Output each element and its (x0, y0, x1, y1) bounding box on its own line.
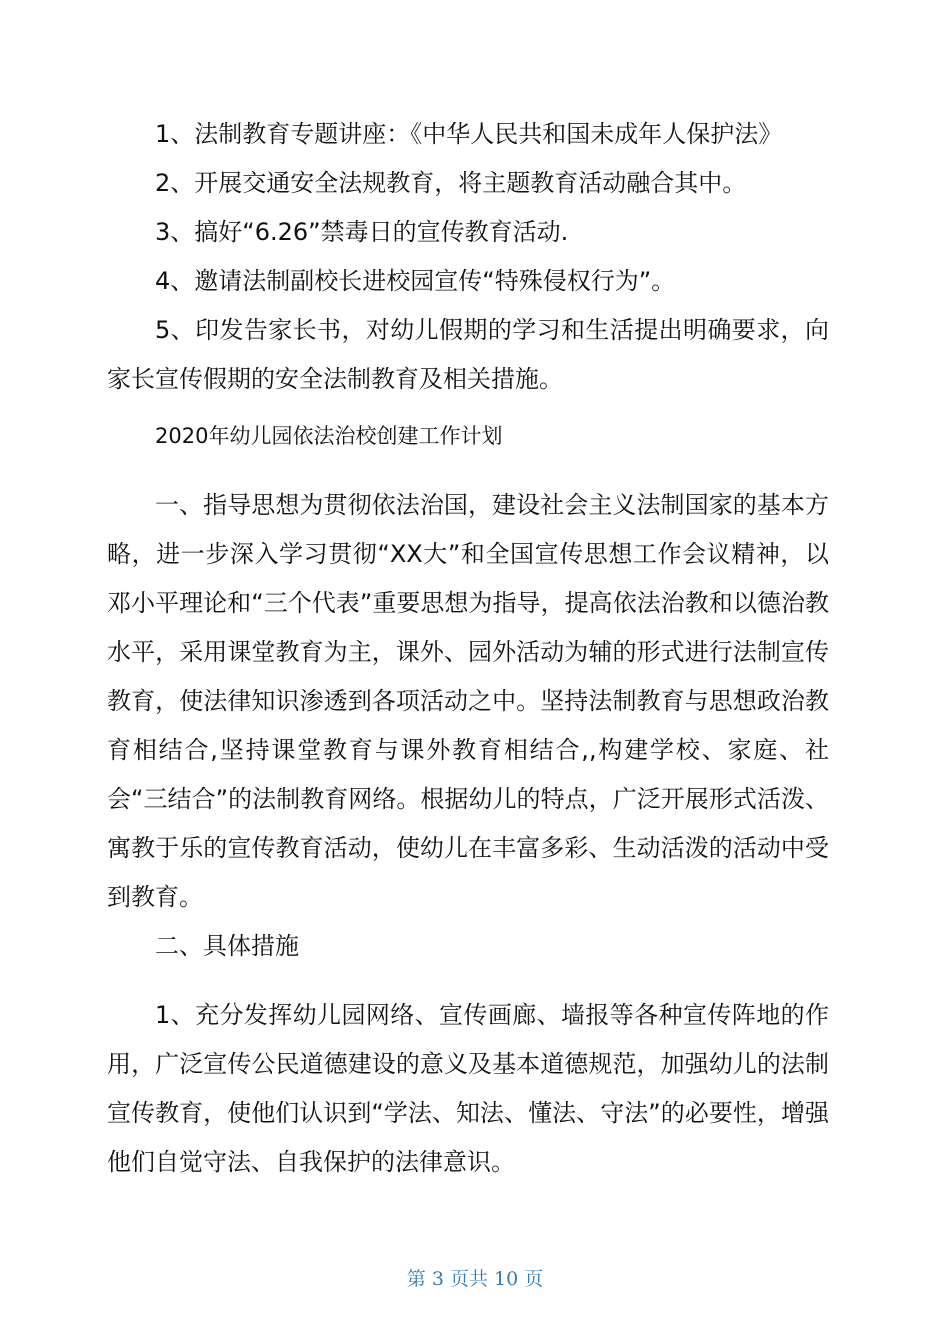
paragraph-measure-1: 1、充分发挥幼儿园网络、宣传画廊、墙报等各种宣传阵地的作用，广泛宣传公民道德建设的意义及基本道德规范，加强幼儿的法制宣传教育，使他们认识到“学法、知法、懂法、守法”的必要性，增强他们自觉守法、自我保护的法律意识。 (107, 1001, 829, 1176)
paragraph-heading-measures: 二、具体措施 (155, 932, 299, 960)
page-number-footer: 第 3 页共 10 页 (406, 1268, 544, 1290)
section-title: 2020年幼儿园依法治校创建工作计划 (155, 424, 503, 448)
list-item-lecture: 1、法制教育专题讲座：《中华人民共和国未成年人保护法》 (155, 120, 783, 148)
list-item-traffic-safety: 2、开展交通安全法规教育，将主题教育活动融合其中。 (155, 169, 747, 197)
paragraph-guiding-ideology: 一、指导思想为贯彻依法治国，建设社会主义法制国家的基本方略，进一步深入学习贯彻“XX大”和全国宣传思想工作会议精神，以邓小平理论和“三个代表”重要思想为指导，提高依法治教和以德治教水平，采用课堂教育为主，课外、园外活动为辅的形式进行法制宣传教育，使法律知识渗透到各项活动之中。坚持法制教育与思想政治教育相结合,坚持课堂教育与课外教育相结合,,构建学校、家庭、社会“三结合”的法制教育网络。根据幼儿的特点，广泛开展形式活泼、寓教于乐的宣传教育活动，使幼儿在丰富多彩、生动活泼的活动中受到教育。 (107, 491, 829, 911)
list-item-parent-letter: 5、印发告家长书，对幼儿假期的学习和生活提出明确要求，向家长宣传假期的安全法制教育及相关措施。 (107, 316, 829, 393)
list-item-anti-drug-day: 3、搞好“6.26”禁毒日的宣传教育活动. (155, 218, 569, 246)
document-body (107, 110, 829, 1187)
list-item-vice-principal: 4、邀请法制副校长进校园宣传“特殊侵权行为”。 (155, 267, 676, 295)
